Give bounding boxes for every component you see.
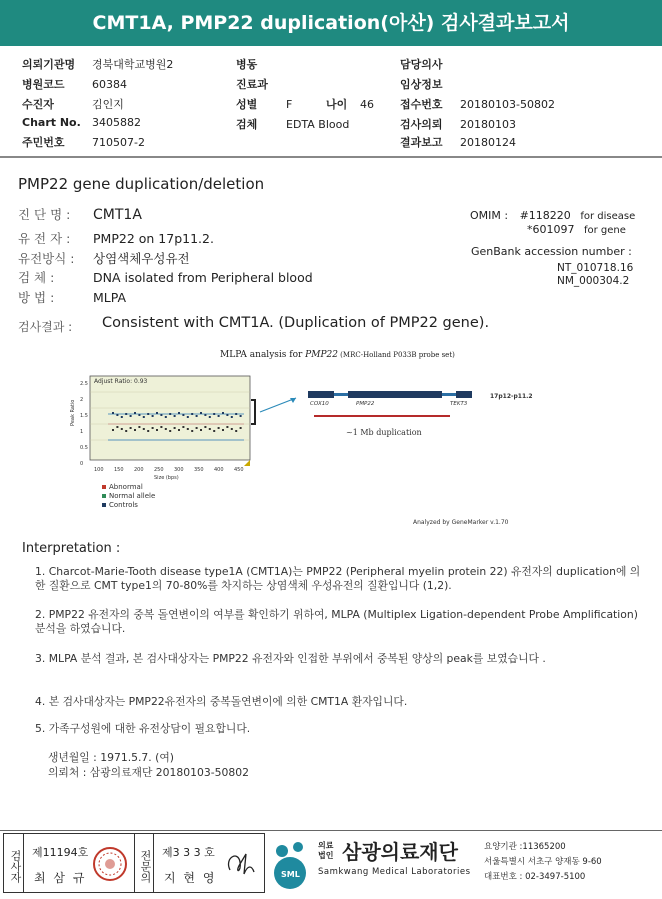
info-clinical: 임상정보 bbox=[400, 78, 443, 91]
y-tick-label: 2 bbox=[80, 397, 84, 403]
omim-disease: OMIM : #118220 for disease bbox=[470, 209, 636, 222]
info-sex: 성별 F bbox=[236, 98, 293, 111]
x-tick-label: 250 bbox=[154, 467, 164, 473]
examiner-label: 검사자 bbox=[4, 834, 24, 892]
info-request-date: 검사의뢰 20180103 bbox=[400, 118, 516, 131]
probe-point bbox=[147, 413, 149, 415]
gene-block-tekt3 bbox=[456, 391, 472, 398]
field-specimen: 검 체 : DNA isolated from Peripheral blood bbox=[18, 270, 313, 285]
birth-date: 생년월일 : 1971.5.7. (여) bbox=[48, 751, 175, 764]
probe-point bbox=[196, 415, 198, 417]
duplication-label: ~1 Mb duplication bbox=[346, 428, 422, 437]
y-axis-ticks bbox=[80, 381, 88, 467]
info-resident-no: 주민번호 710507-2 bbox=[22, 136, 145, 149]
probe-point bbox=[138, 414, 140, 416]
probe-point bbox=[240, 427, 242, 429]
field-inheritance: 유전방식 : 상염색체우성유전 bbox=[18, 251, 190, 266]
info-doctor: 담당의사 bbox=[400, 58, 443, 71]
probe-point bbox=[213, 413, 215, 415]
footer bbox=[0, 830, 662, 897]
region-label: 17p12-p11.2 bbox=[490, 393, 533, 400]
info-institution: 의뢰기관명 경북대학교병원2 bbox=[22, 58, 174, 71]
probe-point bbox=[191, 430, 193, 432]
probe-point bbox=[231, 428, 233, 430]
probe-point bbox=[116, 414, 118, 416]
org-name: 삼광의료재단 bbox=[342, 840, 458, 864]
probe-point bbox=[200, 429, 202, 431]
probe-point bbox=[200, 412, 202, 414]
interp-item-4: 4. 본 검사대상자는 PMP22유전자의 중복돌연변이에 의한 CMT1A 환자입니다. bbox=[35, 695, 408, 708]
signature-icon bbox=[222, 844, 260, 882]
x-tick-label: 300 bbox=[174, 467, 184, 473]
interpretation-heading: Interpretation : bbox=[22, 541, 121, 556]
requester: 의뢰처 : 삼광의료재단 20180103-50802 bbox=[48, 766, 249, 779]
probe-point bbox=[178, 429, 180, 431]
logo-text: SML bbox=[281, 870, 300, 879]
figure-title: MLPA analysis for PMP22 (MRC-Holland P033B probe set) bbox=[220, 350, 455, 360]
specialist-label: 전문의 bbox=[134, 834, 154, 892]
probe-point bbox=[147, 430, 149, 432]
probe-point bbox=[222, 429, 224, 431]
probe-point bbox=[222, 412, 224, 414]
legend-abnormal: Abnormal bbox=[109, 483, 143, 491]
x-tick-label: 100 bbox=[94, 467, 104, 473]
probe-point bbox=[182, 426, 184, 428]
gene-label-pmp22: PMP22 bbox=[356, 401, 375, 407]
info-ward: 병동 bbox=[236, 58, 258, 71]
x-tick-label: 450 bbox=[234, 467, 244, 473]
probe-point bbox=[130, 427, 132, 429]
omim-gene: *601097 for gene bbox=[527, 223, 626, 236]
x-tick-label: 200 bbox=[134, 467, 144, 473]
info-hospital-code: 병원코드 60384 bbox=[22, 78, 127, 91]
x-tick-label: 400 bbox=[214, 467, 224, 473]
patient-info-block bbox=[0, 46, 662, 158]
genbank-label: GenBank accession number : bbox=[471, 245, 632, 258]
seal-stamp-icon bbox=[92, 846, 128, 882]
info-age: 나이 46 bbox=[326, 98, 374, 111]
specialist-license: 제3 3 3 호 bbox=[162, 846, 215, 859]
probe-point bbox=[204, 426, 206, 428]
info-patient: 수진자 김인지 bbox=[22, 98, 124, 111]
probe-point bbox=[125, 413, 127, 415]
probe-point bbox=[121, 416, 123, 418]
org-prefix: 의료 법인 bbox=[318, 841, 334, 860]
genbank-id-2: NM_000304.2 bbox=[557, 275, 630, 287]
probe-point bbox=[169, 430, 171, 432]
probe-point bbox=[134, 429, 136, 431]
gene-block-cox10 bbox=[308, 391, 334, 398]
y-tick-label: 1 bbox=[80, 429, 84, 435]
org-english-name: Samkwang Medical Laboratories bbox=[318, 867, 471, 877]
probe-point bbox=[213, 430, 215, 432]
org-code: 요양기관 :11365200 bbox=[484, 842, 566, 852]
gene-block-pmp22 bbox=[348, 391, 442, 398]
y-tick-label: 0.5 bbox=[80, 445, 88, 451]
probe-point bbox=[209, 416, 211, 418]
info-specimen: 검체 EDTA Blood bbox=[236, 118, 350, 131]
y-tick-label: 1.5 bbox=[80, 413, 88, 419]
probe-point bbox=[187, 428, 189, 430]
plot-area bbox=[90, 376, 250, 460]
section-title: PMP22 gene duplication/deletion bbox=[18, 175, 265, 193]
probe-point bbox=[112, 412, 114, 414]
interp-item-3: 3. MLPA 분석 결과, 본 검사대상자는 PMP22 유전자와 인접한 부위에서 중복된 양상의 peak를 보였습니다 . bbox=[35, 652, 546, 665]
probe-point bbox=[160, 414, 162, 416]
examiner-name: 최 삼 규 bbox=[34, 871, 87, 885]
probe-point bbox=[209, 428, 211, 430]
info-report-date: 결과보고 20180124 bbox=[400, 136, 516, 149]
probe-point bbox=[182, 414, 184, 416]
probe-point bbox=[218, 415, 220, 417]
probe-point bbox=[218, 427, 220, 429]
probe-point bbox=[196, 427, 198, 429]
probe-point bbox=[143, 416, 145, 418]
adjust-ratio-label: Adjust Ratio: 0.93 bbox=[94, 378, 148, 385]
y-tick-label: 2.5 bbox=[80, 381, 88, 387]
probe-point bbox=[240, 415, 242, 417]
probe-point bbox=[178, 412, 180, 414]
probe-point bbox=[121, 428, 123, 430]
gene-label-cox10: COX10 bbox=[310, 401, 329, 407]
probe-point bbox=[156, 429, 158, 431]
probe-point bbox=[174, 415, 176, 417]
probe-point bbox=[134, 412, 136, 414]
info-department: 진료과 bbox=[236, 78, 268, 91]
probe-point bbox=[152, 415, 154, 417]
result-text: Consistent with CMT1A. (Duplication of PMP22 gene). bbox=[102, 315, 490, 331]
probe-point bbox=[138, 426, 140, 428]
field-diagnosis: 진 단 명 : CMT1A bbox=[18, 207, 142, 223]
probe-point bbox=[231, 416, 233, 418]
y-tick-label: 0 bbox=[80, 461, 84, 467]
probe-point bbox=[112, 429, 114, 431]
org-phone: 대표번호 : 02-3497-5100 bbox=[484, 872, 586, 882]
analyzed-by-label: Analyzed by GeneMarker v.1.70 bbox=[413, 519, 509, 526]
bracket-icon bbox=[251, 400, 255, 424]
probe-point bbox=[143, 428, 145, 430]
field-method: 방 법 : MLPA bbox=[18, 290, 127, 305]
org-address: 서울특별시 서초구 양재동 9-60 bbox=[484, 857, 602, 867]
genbank-id-1: NT_010718.16 bbox=[557, 262, 634, 274]
corner-marker bbox=[244, 460, 250, 466]
report-title: CMT1A, PMP22 duplication(아산) 검사결과보고서 bbox=[0, 0, 662, 46]
x-tick-label: 350 bbox=[194, 467, 204, 473]
result-label: 검사결과 : bbox=[18, 320, 73, 334]
specialist-name: 지 현 영 bbox=[164, 871, 217, 885]
probe-point bbox=[169, 413, 171, 415]
info-receipt-no: 접수번호 20180103-50802 bbox=[400, 98, 555, 111]
probe-point bbox=[156, 412, 158, 414]
legend-swatch-controls bbox=[102, 503, 106, 507]
sml-logo-icon bbox=[268, 835, 314, 893]
probe-point bbox=[130, 415, 132, 417]
legend-swatch-abnormal bbox=[102, 485, 106, 489]
probe-point bbox=[125, 430, 127, 432]
probe-point bbox=[204, 414, 206, 416]
probe-point bbox=[187, 416, 189, 418]
field-gene: 유 전 자 : PMP22 on 17p11.2. bbox=[18, 231, 214, 246]
probe-point bbox=[160, 426, 162, 428]
info-chart-no: Chart No. 3405882 bbox=[22, 116, 141, 129]
probe-point bbox=[235, 430, 237, 432]
probe-point bbox=[174, 427, 176, 429]
mlpa-figure bbox=[68, 370, 568, 530]
interp-item-2: 2. PMP22 유전자의 중복 돌연변이의 여부를 확인하기 위하여, MLPA (Multiplex Ligation-dependent Probe Amplification) 분석을 하였습니다. bbox=[35, 608, 638, 635]
probe-point bbox=[226, 426, 228, 428]
gene-label-tekt3: TEKT3 bbox=[450, 401, 468, 407]
probe-point bbox=[191, 413, 193, 415]
probe-point bbox=[152, 427, 154, 429]
probe-point bbox=[116, 426, 118, 428]
legend-swatch-normal bbox=[102, 494, 106, 498]
signature-box bbox=[3, 833, 265, 893]
x-axis-label: Size (bps) bbox=[154, 475, 179, 481]
probe-point bbox=[165, 428, 167, 430]
probe-point bbox=[235, 413, 237, 415]
examiner-license: 제11194호 bbox=[32, 846, 89, 859]
x-axis-ticks bbox=[94, 467, 244, 473]
probe-point bbox=[165, 416, 167, 418]
interp-item-1: 1. Charcot-Marie-Tooth disease type1A (CMT1A)는 PMP22 (Peripheral myelin protein 22) 유전자의 duplication에 의한 질환으로 CMT type1의 70-80%를 차지하는 상염색체 우성유전의 질환입니다 (1,2). bbox=[35, 565, 641, 592]
legend-normal: Normal allele bbox=[109, 492, 156, 500]
x-tick-label: 150 bbox=[114, 467, 124, 473]
interp-item-5: 5. 가족구성원에 대한 유전상담이 필요합니다. bbox=[35, 722, 251, 735]
arrow-line bbox=[260, 398, 296, 412]
probe-point bbox=[226, 414, 228, 416]
y-axis-label: Peak Ratio bbox=[70, 399, 76, 426]
legend-controls: Controls bbox=[109, 501, 138, 509]
